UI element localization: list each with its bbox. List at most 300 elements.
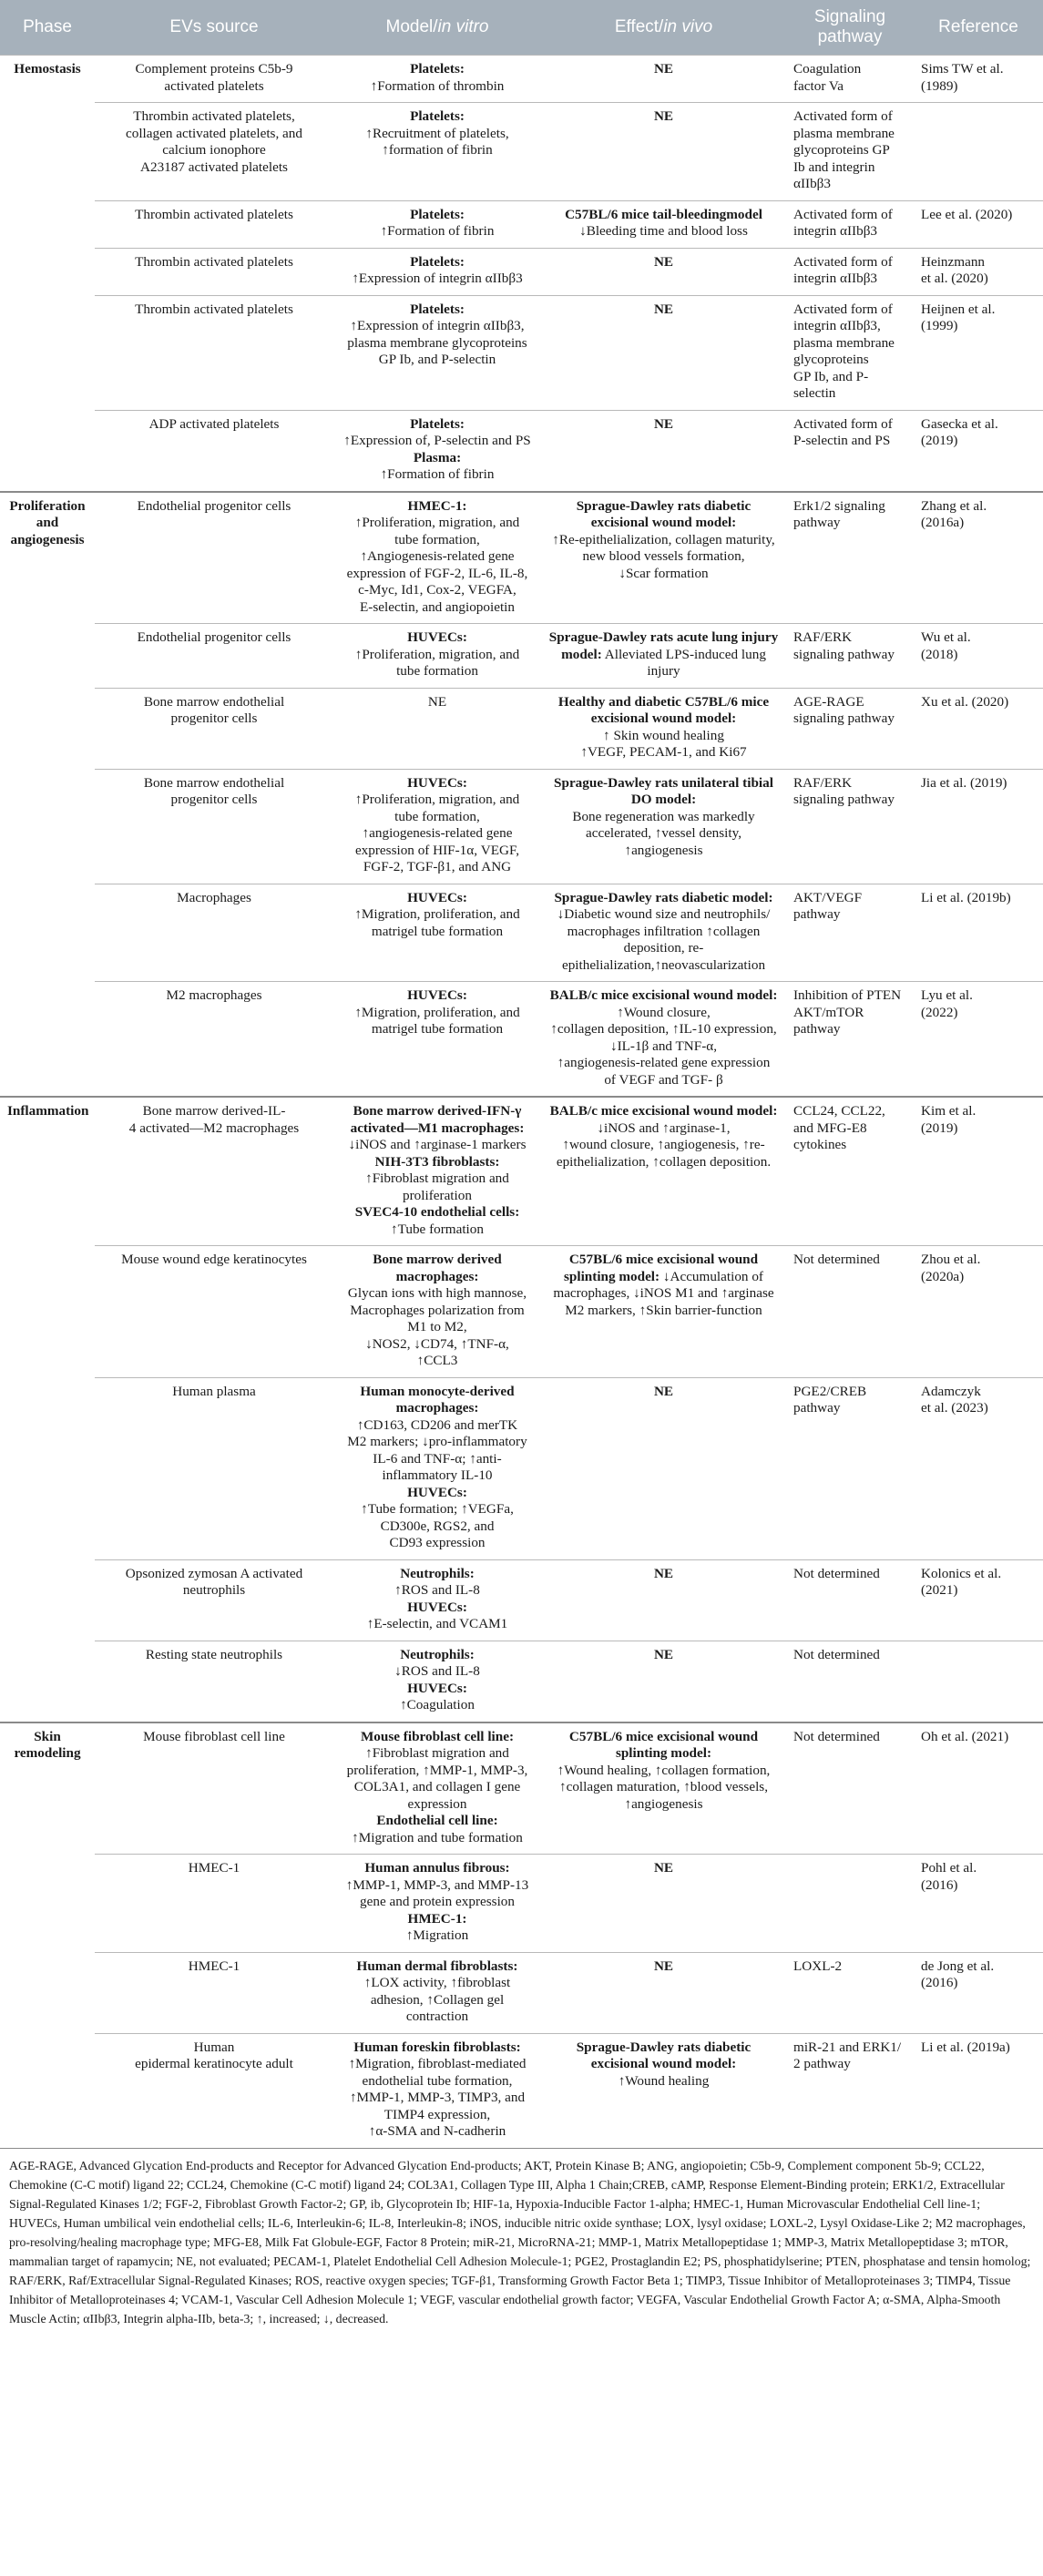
model-in-vitro-cell-line: NIH-3T3 fibroblasts:	[374, 1153, 500, 1170]
effect-in-vivo-cell-line: ↑VEGF, PECAM-1, and Ki67	[580, 744, 747, 760]
header-evs-source: EVs source	[95, 0, 333, 56]
signaling-pathway-cell	[786, 200, 914, 248]
reference-cell-line: et al. (2020)	[921, 271, 988, 286]
effect-in-vivo-cell-line: ↑wound closure, ↑angiogenesis, ↑re-	[562, 1137, 765, 1152]
model-in-vitro-cell-line: inflammatory IL-10	[382, 1467, 493, 1483]
effect-in-vivo-cell	[541, 769, 786, 884]
evs-source-cell	[95, 1855, 333, 1953]
model-in-vitro-cell-line: Plasma:	[413, 449, 462, 465]
evs-source-cell-line: Thrombin activated platelets	[135, 253, 293, 270]
model-in-vitro-cell	[333, 884, 541, 982]
signaling-pathway-cell	[786, 1952, 914, 2033]
model-in-vitro-cell-line: expression of FGF-2, IL-6, IL-8,	[346, 565, 528, 581]
model-in-vitro-cell-line: COL3A1, and collagen I gene	[353, 1779, 521, 1794]
signaling-pathway-cell-line: miR-21 and ERK1/	[793, 2039, 902, 2055]
reference-cell-line: (2022)	[921, 1004, 958, 1020]
reference-cell-line: (2021)	[921, 1582, 958, 1598]
effect-in-vivo-cell	[541, 1559, 786, 1641]
model-in-vitro-cell-line: ↑Proliferation, migration, and	[354, 792, 520, 807]
reference-cell-line: (1989)	[921, 77, 958, 94]
reference-cell	[914, 1559, 1043, 1641]
reference-cell-line: (2016a)	[921, 515, 965, 530]
model-in-vitro-cell	[333, 1722, 541, 1855]
table-row	[0, 1559, 1043, 1641]
model-in-vitro-cell-line: Neutrophils:	[400, 1565, 475, 1581]
table-row	[0, 103, 1043, 201]
reference-cell	[914, 884, 1043, 982]
model-in-vitro-cell-line: ↑Expression of, P-selectin and PS	[343, 433, 531, 448]
model-in-vitro-cell	[333, 295, 541, 410]
reference-cell	[914, 769, 1043, 884]
effect-in-vivo-cell-line: ↓Diabetic wound size and neutrophils/	[557, 906, 771, 922]
model-in-vitro-cell-line: CD300e, RGS2, and	[380, 1518, 495, 1534]
table-row	[0, 982, 1043, 1098]
signaling-pathway-cell	[786, 248, 914, 295]
effect-in-vivo-cell	[541, 2033, 786, 2148]
model-in-vitro-cell	[333, 200, 541, 248]
evs-source-cell	[95, 1559, 333, 1641]
reference-cell	[914, 1952, 1043, 2033]
effect-in-vivo-cell-line: accelerated, ↑vessel density,	[585, 825, 742, 841]
signaling-pathway-cell-line: CCL24, CCL22,	[793, 1103, 885, 1119]
effect-in-vivo-cell-line: Sprague-Dawley rats diabetic	[576, 497, 752, 514]
reference-cell-line: et al. (2023)	[921, 1400, 988, 1416]
model-in-vitro-cell-line: ↑CCL3	[416, 1353, 458, 1368]
evs-source-cell-line: Resting state neutrophils	[145, 1646, 283, 1662]
model-in-vitro-cell-line: c-Myc, Id1, Cox-2, VEGFA,	[358, 582, 516, 598]
model-in-vitro-cell-line: ↑α-SMA and N-cadherin	[368, 2123, 506, 2139]
phase-cell: Inflammation	[0, 1097, 95, 1722]
model-in-vitro-cell	[333, 1952, 541, 2033]
model-in-vitro-cell-line: ↑Migration, proliferation, and	[354, 906, 520, 922]
signaling-pathway-cell-line: pathway	[793, 1021, 841, 1037]
model-in-vitro-cell-line: HUVECs:	[407, 629, 467, 645]
signaling-pathway-cell-line: Activated form of	[793, 301, 893, 317]
reference-cell-line: (2020a)	[921, 1268, 965, 1284]
phase-cell: Proliferation and angiogenesis	[0, 492, 95, 1098]
reference-cell-line: Jia et al. (2019)	[921, 774, 1007, 791]
model-in-vitro-cell-line: ↑Recruitment of platelets,	[365, 125, 509, 141]
evs-source-cell-line: A23187 activated platelets	[140, 158, 288, 175]
signaling-pathway-cell	[786, 410, 914, 492]
evs-source-cell	[95, 624, 333, 689]
effect-in-vivo-cell-line: ↑Wound healing, ↑collagen formation,	[557, 1762, 771, 1778]
reference-cell-line: (1999)	[921, 318, 958, 333]
model-in-vitro-cell-line: ↓ROS and IL-8	[394, 1663, 480, 1679]
model-in-vitro-cell	[333, 248, 541, 295]
model-in-vitro-cell-line: CD93 expression	[389, 1535, 486, 1550]
model-in-vitro-cell-line: adhesion, ↑Collagen gel	[370, 1991, 505, 2008]
effect-in-vivo-cell-line: of VEGF and TGF- β	[604, 1071, 723, 1088]
model-in-vitro-cell-line: GP Ib, and P-selectin	[378, 352, 496, 367]
effect-in-vivo-cell-line: excisional wound model:	[590, 2056, 737, 2071]
effect-in-vivo-cell-line: model: Alleviated LPS-induced lung	[561, 646, 766, 662]
effect-in-vivo-cell-line: injury	[647, 663, 680, 679]
reference-cell	[914, 200, 1043, 248]
signaling-pathway-cell-line: P-selectin and PS	[793, 433, 891, 448]
evs-source-cell-line: 4 activated—M2 macrophages	[128, 1119, 300, 1136]
model-in-vitro-cell	[333, 624, 541, 689]
signaling-pathway-cell	[786, 2033, 914, 2148]
evs-source-cell	[95, 1722, 333, 1855]
model-in-vitro-cell-line: expression	[407, 1795, 467, 1812]
phase-cell: Skin remodeling	[0, 1722, 95, 2148]
model-in-vitro-cell-line: ↑Tube formation; ↑VEGFa,	[361, 1501, 514, 1517]
evs-source-cell-line: Human plasma	[172, 1383, 256, 1399]
model-in-vitro-cell-line: ↑Proliferation, migration, and	[354, 646, 520, 662]
effect-in-vivo-cell	[541, 982, 786, 1098]
evs-source-cell	[95, 769, 333, 884]
effect-in-vivo-cell-line: deposition, re-	[623, 940, 704, 956]
model-in-vitro-cell-line: macrophages:	[395, 1268, 479, 1284]
signaling-pathway-cell-line: and MFG-E8	[793, 1119, 867, 1136]
signaling-pathway-cell-line: cytokines	[793, 1137, 847, 1152]
model-in-vitro-cell-line: ↑Migration and tube formation	[352, 1829, 523, 1845]
reference-cell-line: Gasecka et al.	[921, 415, 998, 432]
signaling-pathway-cell	[786, 624, 914, 689]
effect-in-vivo-cell-line: Sprague-Dawley rats diabetic model:	[554, 889, 773, 905]
evs-source-cell-line: Thrombin activated platelets,	[133, 108, 295, 124]
evs-source-cell-line: Thrombin activated platelets	[135, 206, 293, 222]
model-in-vitro-cell-line: ↑angiogenesis-related gene	[362, 825, 513, 841]
model-in-vitro-cell-line: ↑Formation of fibrin	[380, 466, 495, 482]
model-in-vitro-cell	[333, 982, 541, 1098]
model-in-vitro-cell-line: HUVECs:	[407, 1680, 467, 1696]
table-row	[0, 1722, 1043, 1855]
evs-source-cell-line: Human	[193, 2039, 235, 2055]
signaling-pathway-cell-line: Coagulation	[793, 61, 862, 77]
model-in-vitro-cell-line: Platelets:	[410, 108, 465, 124]
effect-in-vivo-cell-line: DO model:	[630, 792, 697, 807]
evs-source-cell-line: activated platelets	[164, 77, 264, 94]
signaling-pathway-cell-line: integrin αIIbβ3	[793, 223, 878, 239]
table-row	[0, 769, 1043, 884]
reference-cell-line: (2018)	[921, 646, 958, 662]
model-in-vitro-cell-line: Human annulus fibrous:	[364, 1860, 510, 1876]
model-in-vitro-cell-line: NE	[427, 693, 447, 710]
reference-cell-line: Kolonics et al.	[921, 1565, 1002, 1581]
effect-in-vivo-cell-line: Sprague-Dawley rats diabetic	[576, 2039, 752, 2055]
reference-cell-line: Zhou et al.	[921, 1252, 981, 1267]
model-in-vitro-cell-line: M1 to M2,	[407, 1319, 467, 1334]
signaling-pathway-cell-line: integrin αIIbβ3	[793, 271, 878, 286]
effect-in-vivo-cell-line: NE	[653, 301, 674, 317]
model-in-vitro-cell	[333, 492, 541, 624]
table-row	[0, 492, 1043, 624]
signaling-pathway-cell-line: Not determined	[793, 1728, 880, 1744]
reference-cell-line: (2019)	[921, 433, 958, 448]
effect-in-vivo-cell	[541, 884, 786, 982]
signaling-pathway-cell-line: signaling pathway	[793, 646, 895, 662]
evs-source-cell-line: collagen activated platelets, and	[126, 125, 302, 141]
model-in-vitro-cell-line: Human monocyte-derived	[360, 1383, 515, 1399]
reference-cell	[914, 1097, 1043, 1246]
model-in-vitro-cell-line: ↑Proliferation, migration, and	[354, 515, 520, 530]
signaling-pathway-cell-line: Activated form of	[793, 253, 893, 270]
table-row	[0, 295, 1043, 410]
reference-cell	[914, 624, 1043, 689]
model-in-vitro-cell	[333, 1641, 541, 1722]
model-in-vitro-cell	[333, 1855, 541, 1953]
effect-in-vivo-cell-line: Bone regeneration was markedly	[572, 808, 755, 824]
effect-in-vivo-cell-line: excisional wound model:	[590, 710, 737, 726]
reference-cell	[914, 410, 1043, 492]
evs-source-cell-line: Mouse fibroblast cell line	[143, 1728, 285, 1744]
table-header-row	[0, 0, 1043, 56]
evs-source-cell	[95, 103, 333, 201]
effect-in-vivo-cell-line: epithelialization,↑neovascularization	[561, 956, 766, 973]
model-in-vitro-cell	[333, 769, 541, 884]
evs-source-cell	[95, 1246, 333, 1378]
effect-in-vivo-cell-line: new blood vessels formation,	[582, 548, 745, 564]
signaling-pathway-cell-line: PGE2/CREB	[793, 1383, 867, 1399]
header-reference: Reference	[914, 0, 1043, 56]
signaling-pathway-cell-line: Not determined	[793, 1565, 880, 1581]
effect-in-vivo-cell-line: NE	[653, 61, 674, 77]
effect-in-vivo-cell	[541, 200, 786, 248]
model-in-vitro-cell-line: ↑formation of fibrin	[382, 142, 493, 158]
evs-source-cell	[95, 1641, 333, 1722]
evs-source-cell	[95, 1097, 333, 1246]
signaling-pathway-cell-line: pathway	[793, 515, 841, 530]
effect-in-vivo-cell	[541, 1855, 786, 1953]
model-in-vitro-cell-line: Human dermal fibroblasts:	[356, 1958, 518, 1974]
model-in-vitro-cell-line: proliferation	[403, 1187, 472, 1203]
effect-in-vivo-cell-line: ↓iNOS and ↑arginase-1,	[597, 1119, 731, 1136]
evs-source-cell-line: calcium ionophore	[162, 142, 266, 158]
evs-source-cell	[95, 1377, 333, 1559]
model-in-vitro-cell-line: Mouse fibroblast cell line:	[360, 1728, 515, 1744]
model-in-vitro-cell-line: ↑ROS and IL-8	[394, 1582, 480, 1598]
signaling-pathway-cell-line: glycoproteins	[793, 352, 869, 367]
effect-in-vivo-cell	[541, 410, 786, 492]
evs-source-cell-line: M2 macrophages	[166, 987, 262, 1003]
reference-cell-line: (2016)	[921, 1876, 958, 1893]
signaling-pathway-cell-line: AGE-RAGE	[793, 693, 864, 710]
evs-source-cell	[95, 688, 333, 769]
model-in-vitro-cell-line: HUVECs:	[407, 1484, 467, 1500]
table-row	[0, 1952, 1043, 2033]
signaling-pathway-cell-line: plasma membrane	[793, 125, 895, 141]
model-in-vitro-cell-line: activated—M1 macrophages:	[350, 1119, 525, 1136]
evs-source-cell-line: Bone marrow endothelial	[143, 774, 285, 791]
signaling-pathway-cell	[786, 1641, 914, 1722]
evs-source-cell-line: Bone marrow derived-IL-	[142, 1103, 286, 1119]
signaling-pathway-cell-line: glycoproteins GP	[793, 142, 890, 158]
effect-in-vivo-cell	[541, 103, 786, 201]
model-in-vitro-cell-line: HUVECs:	[407, 1599, 467, 1615]
signaling-pathway-cell-line: factor Va	[793, 77, 844, 94]
model-in-vitro-cell-line: Bone marrow derived-IFN-γ	[353, 1103, 522, 1119]
signaling-pathway-cell-line: Activated form of	[793, 415, 893, 432]
model-in-vitro-cell-line: ↑E-selectin, and VCAM1	[366, 1616, 508, 1631]
evs-source-cell	[95, 1952, 333, 2033]
evs-source-cell-line: HMEC-1	[188, 1860, 240, 1876]
effect-in-vivo-cell-line: NE	[653, 1383, 674, 1399]
model-in-vitro-cell-line: FGF-2, TGF-β1, and ANG	[363, 859, 512, 874]
model-in-vitro-cell-line: ↑Expression of integrin αIIbβ3	[352, 271, 523, 286]
effect-in-vivo-cell-line: NE	[653, 1958, 674, 1974]
model-in-vitro-cell-line: gene and protein expression	[360, 1894, 515, 1909]
table-footnote: AGE-RAGE, Advanced Glycation End-products and Receptor for Advanced Glycation End-products; AKT, Protein Kinase B; ANG, angiopoietin; C5b-9, Complement component 5b-9; CCL22, Chemokine (C-C motif) ligand 22; CCL24, Chemokine (C-C motif) ligand 24; COL3A1, Collagen Type III, Alpha 1 Chain;CREB, cAMP, Response Element-Binding protein; ERK1/2, Extracellular Signal-Regulated Kinases 1/2; FGF-2, Fibroblast Growth Factor-2; GP, ib, Glycoprotein Ib; HIF-1a, Hypoxia-Inducible Factor 1-alpha; HMEC-1, Human Microvascular Endothelial Cell line-1; HUVECs, Human umbilical vein endothelial cells; IL-6, Interleukin-6; IL-8, Interleukin-8; iNOS, inducible nitric oxide synthase; LOX, lysyl oxidase; LOXL-2, Lysyl Oxidase-Like 2; M2 macrophages, pro-resolving/healing macrophage type; MFG-E8, Milk Fat Globule-EGF, Factor 8 Protein; miR-21, MicroRNA-21; MMP-1, Matrix Metallopeptidase 1; MMP-3, Matrix Metallopeptidase 3; mTOR, mammalian target of rapamycin; NE, not evaluated; PECAM-1, Platelet Endothelial Cell Adhesion Molecule-1; PGE2, Prostaglandin E2; PS, phosphatidylserine; PTEN, phosphatase and tensin homolog; RAF/ERK, Raf/Extracellular Signal-Regulated Kinases; ROS, reactive oxygen species; TGF-β1, Transforming Growth Factor Beta 1; TIMP3, Tissue Inhibitor of Metalloproteinases 3; TIMP4, Tissue Inhibitor of Metalloproteinases 4; VCAM-1, Vascular Cell Adhesion Molecule 1; VEGF, vascular endothelial growth factor; VEGFA, Vascular Endothelial Growth Factor A; α-SMA, Alpha-Smooth Muscle Actin; αIIbβ3, Integrin alpha-IIb, beta-3; ↑, increased; ↓, decreased.	[0, 2148, 1043, 2328]
effect-in-vivo-cell-line: C57BL/6 mice excisional wound	[568, 1728, 759, 1744]
model-in-vitro-cell-line: Macrophages polarization from	[350, 1302, 525, 1318]
signaling-pathway-cell-line: signaling pathway	[793, 710, 895, 726]
evs-source-cell	[95, 248, 333, 295]
effect-in-vivo-cell-line: BALB/c mice excisional wound model:	[549, 1103, 778, 1119]
model-in-vitro-cell-line: HUVECs:	[407, 987, 467, 1003]
effect-in-vivo-cell-line: splinting model: ↓Accumulation of	[564, 1268, 763, 1284]
reference-cell	[914, 295, 1043, 410]
effect-in-vivo-cell-line: Healthy and diabetic C57BL/6 mice	[557, 693, 770, 710]
table-body	[0, 56, 1043, 2148]
evs-source-cell-line: Bone marrow endothelial	[143, 693, 285, 710]
model-in-vitro-cell-line: ↑Tube formation	[391, 1221, 484, 1237]
model-in-vitro-cell-line: ↑Formation of thrombin	[370, 77, 505, 94]
model-in-vitro-cell-line: Platelets:	[410, 415, 465, 432]
signaling-pathway-cell	[786, 295, 914, 410]
model-in-vitro-cell-line: SVEC4-10 endothelial cells:	[354, 1204, 520, 1220]
reference-cell	[914, 1855, 1043, 1953]
effect-in-vivo-cell-line: Sprague-Dawley rats acute lung injury	[548, 629, 779, 645]
effect-in-vivo-cell-line: C57BL/6 mice tail-bleedingmodel	[565, 206, 762, 222]
effect-in-vivo-cell	[541, 1097, 786, 1246]
signaling-pathway-cell-line: Activated form of	[793, 108, 893, 124]
evs-source-cell	[95, 295, 333, 410]
model-in-vitro-cell-line: E-selectin, and angiopoietin	[360, 598, 515, 615]
model-in-vitro-cell-line: ↑Migration, proliferation, and	[354, 1004, 520, 1020]
model-in-vitro-cell-line: ↑Fibroblast migration and	[365, 1170, 509, 1186]
signaling-pathway-cell	[786, 1246, 914, 1378]
model-in-vitro-cell-line: ↑CD163, CD206 and merTK	[356, 1416, 518, 1433]
evs-source-cell-line: Mouse wound edge keratinocytes	[121, 1252, 307, 1267]
reference-cell-line: Lee et al. (2020)	[921, 206, 1013, 222]
reference-cell-line: Heinzmann	[921, 253, 986, 270]
reference-cell	[914, 56, 1043, 103]
reference-cell-line: Li et al. (2019b)	[921, 889, 1011, 905]
evs-source-cell-line: epidermal keratinocyte adult	[135, 2056, 293, 2071]
signaling-pathway-cell	[786, 56, 914, 103]
signaling-pathway-cell	[786, 688, 914, 769]
signaling-pathway-cell	[786, 492, 914, 624]
model-in-vitro-cell-line: ↑LOX activity, ↑fibroblast	[363, 1975, 511, 1990]
header-phase: Phase	[0, 0, 95, 56]
reference-cell-line: Heijnen et al.	[921, 301, 996, 317]
effect-in-vivo-cell-line: ↑angiogenesis	[624, 1795, 703, 1812]
evs-source-cell-line: Complement proteins C5b-9	[135, 61, 293, 77]
phase-cell: Hemostasis	[0, 56, 95, 492]
signaling-pathway-cell-line: RAF/ERK	[793, 774, 853, 791]
table-row	[0, 1641, 1043, 1722]
signaling-pathway-cell	[786, 1722, 914, 1855]
effect-in-vivo-cell-line: ↓Scar formation	[619, 565, 709, 581]
model-in-vitro-cell-line: matrigel tube formation	[371, 1021, 504, 1037]
table-row	[0, 884, 1043, 982]
model-in-vitro-cell-line: proliferation, ↑MMP-1, MMP-3,	[346, 1762, 528, 1778]
effect-in-vivo-cell-line: NE	[653, 415, 674, 432]
evs-source-cell	[95, 2033, 333, 2148]
model-in-vitro-cell-line: endothelial tube formation,	[362, 2072, 513, 2089]
model-in-vitro-cell	[333, 1377, 541, 1559]
signaling-pathway-cell-line: Not determined	[793, 1646, 880, 1662]
model-in-vitro-cell-line: Platelets:	[410, 206, 465, 222]
model-in-vitro-cell	[333, 1559, 541, 1641]
model-in-vitro-cell-line: ↑Formation of fibrin	[380, 223, 495, 239]
model-in-vitro-cell-line: HUVECs:	[407, 889, 467, 905]
signaling-pathway-cell	[786, 769, 914, 884]
signaling-pathway-cell-line: AKT/mTOR	[793, 1004, 864, 1020]
signaling-pathway-cell-line: integrin αIIbβ3,	[793, 318, 881, 333]
effect-in-vivo-cell-line: M2 markers, ↑Skin barrier-function	[565, 1302, 762, 1318]
reference-cell-line: Kim et al.	[921, 1103, 977, 1119]
model-in-vitro-cell-line: tube formation,	[394, 531, 480, 547]
evs-source-cell-line: Endothelial progenitor cells	[137, 629, 291, 645]
reference-cell-line: Li et al. (2019a)	[921, 2039, 1010, 2055]
signaling-pathway-cell-line: Inhibition of PTEN	[793, 987, 902, 1003]
model-in-vitro-cell	[333, 688, 541, 769]
effect-in-vivo-cell-line: C57BL/6 mice excisional wound	[568, 1252, 759, 1267]
evs-source-cell-line: Macrophages	[177, 889, 251, 905]
signaling-pathway-cell-line: plasma membrane	[793, 334, 895, 351]
evs-source-cell	[95, 410, 333, 492]
signaling-pathway-cell-line: pathway	[793, 906, 841, 922]
model-in-vitro-cell-line: ↑Angiogenesis-related gene	[360, 548, 515, 564]
signaling-pathway-cell-line: αIIbβ3	[793, 176, 831, 191]
model-in-vitro-cell-line: Bone marrow derived	[373, 1252, 502, 1267]
model-in-vitro-cell-line: ↑Coagulation	[400, 1697, 475, 1712]
effect-in-vivo-cell-line: ↑Re-epithelialization, collagen maturity,	[552, 531, 775, 547]
model-in-vitro-cell-line: expression of HIF-1α, VEGF,	[354, 842, 520, 858]
signaling-pathway-cell-line: RAF/ERK	[793, 629, 853, 645]
reference-cell-line: (2019)	[921, 1119, 958, 1136]
table-row	[0, 410, 1043, 492]
table-row	[0, 248, 1043, 295]
effect-in-vivo-cell	[541, 624, 786, 689]
evs-source-cell-line: HMEC-1	[188, 1958, 240, 1974]
table-row	[0, 688, 1043, 769]
evs-source-cell-line: Opsonized zymosan A activated	[125, 1565, 303, 1581]
model-in-vitro-cell-line: ↑Migration, fibroblast-mediated	[348, 2056, 527, 2071]
effect-in-vivo-cell	[541, 1641, 786, 1722]
model-in-vitro-cell-line: tube formation,	[394, 808, 480, 824]
model-in-vitro-cell-line: matrigel tube formation	[371, 923, 504, 939]
table-row	[0, 56, 1043, 103]
evs-source-cell	[95, 200, 333, 248]
effect-in-vivo-cell	[541, 1722, 786, 1855]
evs-source-cell-line: Thrombin activated platelets	[135, 301, 293, 317]
model-in-vitro-cell-line: ↑MMP-1, MMP-3, TIMP3, and	[349, 2090, 526, 2105]
model-in-vitro-cell-line: ↓NOS2, ↓CD74, ↑TNF-α,	[365, 1335, 509, 1352]
reference-cell-line: Oh et al. (2021)	[921, 1728, 1009, 1744]
reference-cell-line: Wu et al.	[921, 629, 971, 645]
model-in-vitro-cell-line: tube formation	[396, 663, 478, 679]
signaling-pathway-cell-line: Ib and integrin	[793, 158, 875, 175]
reference-cell	[914, 103, 1043, 201]
evs-source-cell	[95, 982, 333, 1098]
model-in-vitro-cell	[333, 1246, 541, 1378]
effect-in-vivo-cell-line: ↓Bleeding time and blood loss	[579, 223, 748, 239]
model-in-vitro-cell	[333, 410, 541, 492]
reference-cell-line: Pohl et al.	[921, 1860, 977, 1876]
reference-cell	[914, 492, 1043, 624]
model-in-vitro-cell-line: Human foreskin fibroblasts:	[353, 2039, 521, 2055]
model-in-vitro-cell	[333, 103, 541, 201]
effect-in-vivo-cell	[541, 492, 786, 624]
evs-source-cell-line: progenitor cells	[170, 710, 258, 726]
reference-cell-line: Zhang et al.	[921, 497, 987, 514]
model-in-vitro-cell-line: Platelets:	[410, 253, 465, 270]
signaling-pathway-cell	[786, 1559, 914, 1641]
